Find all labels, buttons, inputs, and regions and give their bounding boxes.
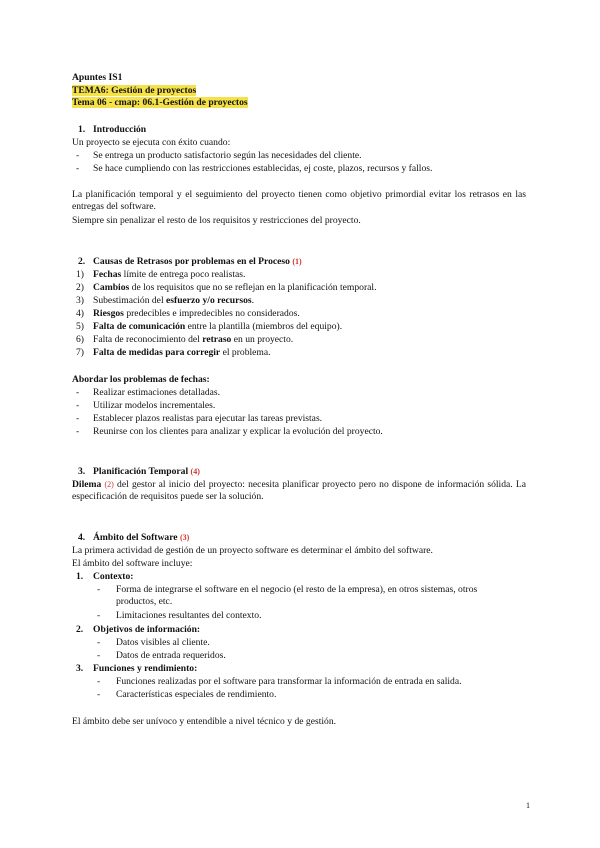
- dash-bullet: -: [76, 400, 80, 411]
- group-number: 3.: [76, 663, 84, 674]
- tema-heading: TEMA6: Gestión de proyectos: [72, 85, 197, 96]
- section-1-title: Introducción: [93, 124, 147, 135]
- list-item: Se entrega un producto satisfactorio según las necesidades del cliente.: [93, 150, 362, 161]
- dash-bullet: -: [76, 387, 80, 398]
- cause-number: 3): [76, 295, 84, 306]
- section-1-number: 1.: [78, 124, 86, 135]
- page-number: 1: [526, 801, 530, 810]
- section-2-ref: (1): [292, 257, 302, 266]
- section-1-paragraph-2: Siempre sin penalizar el resto de los requisitos y restricciones del proyecto.: [72, 215, 361, 226]
- list-item: Forma de integrarse el software en el negocio (el resto de la empresa), en otros sistemas, otros productos, etc.: [116, 584, 478, 607]
- notes-title: Apuntes IS1: [72, 72, 123, 83]
- dash-bullet: -: [76, 426, 80, 437]
- dash-bullet: -: [76, 150, 80, 161]
- group-number: 1.: [76, 571, 84, 582]
- cause-number: 5): [76, 321, 84, 332]
- cause-number: 6): [76, 334, 84, 345]
- group-title: Funciones y rendimiento:: [93, 663, 198, 674]
- group-title: Objetivos de información:: [93, 624, 201, 635]
- cause-number: 7): [76, 347, 84, 358]
- section-4-intro-2: El ámbito del software incluye:: [72, 558, 193, 569]
- section-4-title: Ámbito del Software (3): [93, 532, 190, 543]
- cause-item: Falta de medidas para corregir el problema.: [93, 347, 271, 358]
- list-item: Limitaciones resultantes del contexto.: [116, 610, 262, 621]
- section-2-title: Causas de Retrasos por problemas en el Proceso (1): [93, 256, 302, 267]
- dash-bullet: -: [97, 584, 101, 595]
- section-4-number: 4.: [78, 532, 86, 543]
- dash-bullet: -: [97, 676, 101, 687]
- dash-bullet: -: [97, 689, 101, 700]
- list-item: Características especiales de rendimiento.: [116, 689, 277, 700]
- list-item: Funciones realizadas por el software para transformar la información de entrada en salida.: [116, 676, 462, 687]
- dash-bullet: -: [97, 637, 101, 648]
- cause-item: Falta de reconocimiento del retraso en un proyecto.: [93, 334, 294, 345]
- section-1-paragraph: La planificación temporal y el seguimiento del proyecto tienen como objetivo primordial evitar los retrasos en las entregas del software.: [72, 189, 526, 212]
- cause-item: Riesgos predecibles e impredecibles no considerados.: [93, 308, 300, 319]
- cause-item: Cambios de los requisitos que no se reflejan en la planificación temporal.: [93, 282, 377, 293]
- dilema-ref: (2): [104, 480, 114, 489]
- dates-subheading: Abordar los problemas de fechas:: [72, 374, 210, 385]
- cause-number: 2): [76, 282, 84, 293]
- list-item: Se hace cumpliendo con las restricciones establecidas, ej coste, plazos, recursos y fallos.: [93, 163, 433, 174]
- section-2-number: 2.: [78, 256, 86, 267]
- list-item: Datos de entrada requeridos.: [116, 650, 226, 661]
- group-title: Contexto:: [93, 571, 134, 582]
- dash-bullet: -: [76, 163, 80, 174]
- section-4-intro: La primera actividad de gestión de un proyecto software es determinar el ámbito del software.: [72, 545, 433, 556]
- section-4-ref: (3): [179, 533, 190, 542]
- cause-number: 1): [76, 269, 84, 280]
- cause-number: 4): [76, 308, 84, 319]
- cause-item: Subestimación del esfuerzo y/o recursos.: [93, 295, 255, 306]
- dash-bullet: -: [76, 413, 80, 424]
- list-item: Reunirse con los clientes para analizar y explicar la evolución del proyecto.: [93, 426, 383, 437]
- dash-bullet: -: [97, 650, 101, 661]
- section-4-closing: El ámbito debe ser unívoco y entendible a nivel técnico y de gestión.: [72, 716, 337, 727]
- dilema-paragraph: Dilema (2) del gestor al inicio del proyecto: necesita planificar proyecto pero no dispone de información sólida. La especificación de requisitos puede ser la solución.: [72, 479, 526, 502]
- cmap-link: Tema 06 - cmap: 06.1-Gestión de proyectos: [72, 97, 248, 108]
- dash-bullet: -: [97, 610, 101, 621]
- list-item: Utilizar modelos incrementales.: [93, 400, 216, 411]
- section-3-title: Planificación Temporal (4): [93, 466, 200, 477]
- cause-item: Fechas límite de entrega poco realistas.: [93, 269, 246, 280]
- section-1-intro: Un proyecto se ejecuta con éxito cuando:: [72, 137, 231, 148]
- list-item: Establecer plazos realistas para ejecutar las tareas previstas.: [93, 413, 323, 424]
- cause-item: Falta de comunicación entre la plantilla (miembros del equipo).: [93, 321, 343, 332]
- list-item: Datos visibles al cliente.: [116, 637, 210, 648]
- section-3-ref: (4): [190, 467, 200, 476]
- section-3-number: 3.: [78, 466, 86, 477]
- group-number: 2.: [76, 624, 84, 635]
- list-item: Realizar estimaciones detalladas.: [93, 387, 221, 398]
